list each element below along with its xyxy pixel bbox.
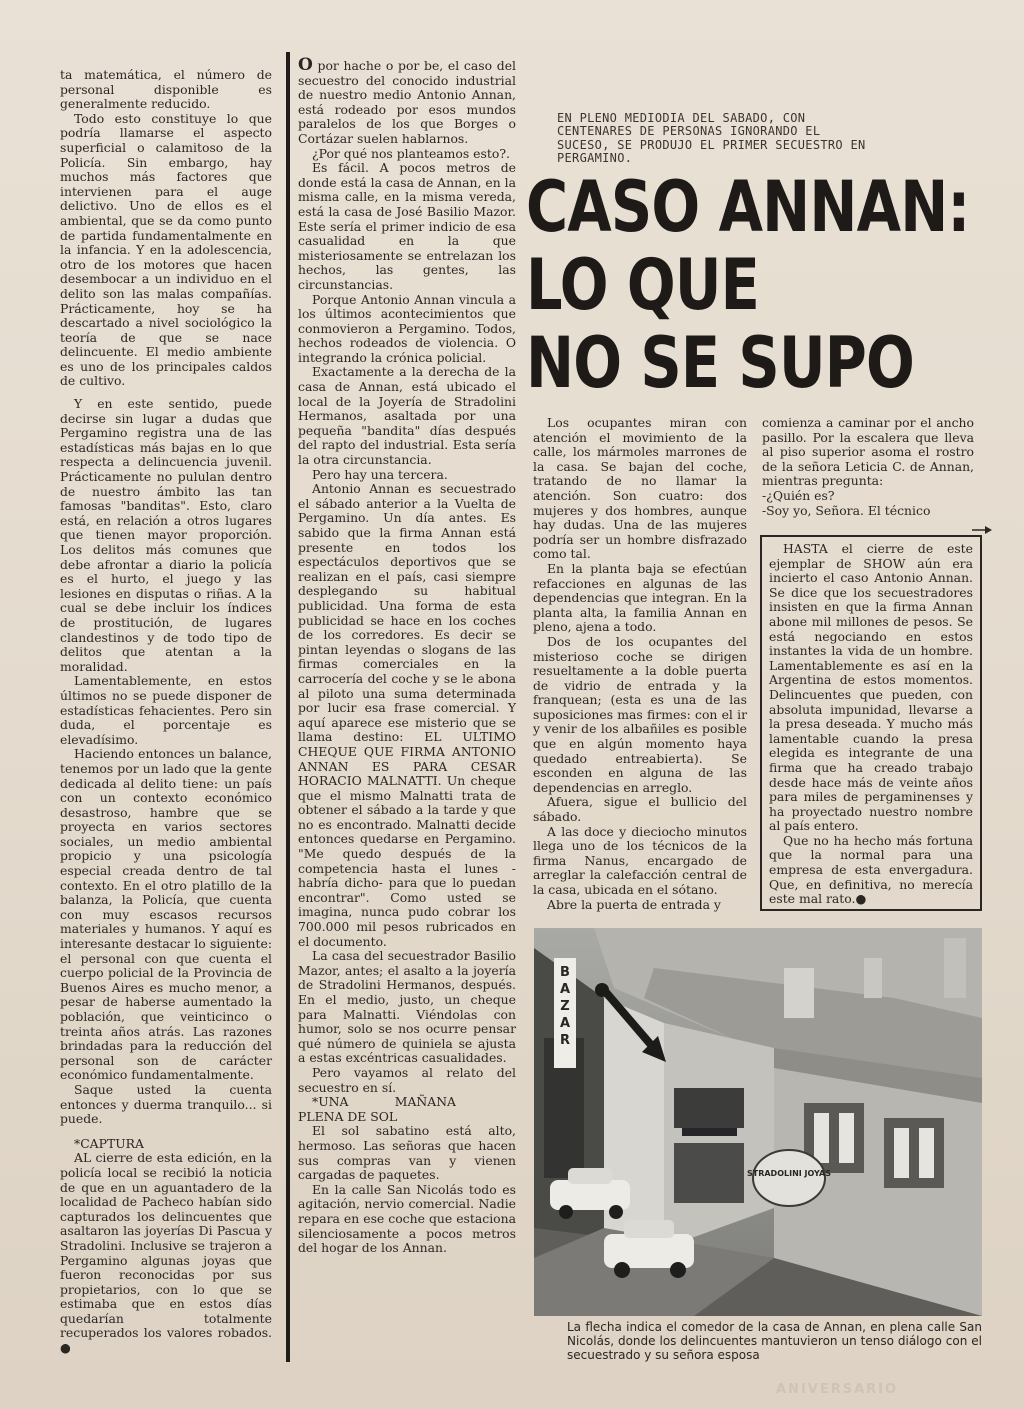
- col4-paragraph: -¿Quién es?: [762, 487, 835, 503]
- sign-bazar: B A Z A R: [559, 965, 571, 1048]
- col2-paragraph: Antonio Annan es secuestrado el sábado anterior a la Vuelta de Pergamino. Un día antes. Es sabido que la firma Annan está presente en todos los espectáculos deportivos que se realizan en el país, casi siempre desplegando su habitual publicidad. Una forma de esta publicidad se hace en los coches de los corredores. Es decir se pintan leyendas o slogans de las firmas comerciales en la carrocería del coche y se le abona al piloto una suma determinada por lucir esa frase comercial. Y aquí aparece ese misterio que se llama destino: EL ULTIMO CHEQUE QUE FIRMA ANTONIO ANNAN ES PARA CESAR HORACIO MALNATTI. Un cheque que el mismo Malnatti trata de obtener el sábado a la tarde y que no es encontrado. Malnatti decide entonces quedarse en Pergamino. "Me quedo después de la competencia hasta el lunes -habría dicho- para que lo puedan encontrar". Como usted se imagina, nunca pudo cobrar los 700.000 mil pesos rubricados en el documento.: [298, 481, 516, 949]
- column-3: [533, 416, 747, 912]
- column-divider: [286, 52, 290, 1362]
- col2-paragraph: por hache o por be, el caso del secuestro del conocido industrial de nuestro medio Antonio Annan, está rodeado por esos mundos paralelos de los que Borges o Cortázar suelen hablarnos.: [298, 58, 516, 146]
- col2-paragraph: ¿Por qué nos planteamos esto?.: [312, 145, 510, 161]
- col2-paragraph: En la calle San Nicolás todo es agitación, nervio comercial. Nadie repara en ese coche que estaciona silenciosamente a pocos metros del hogar de los Annan.: [298, 1181, 516, 1256]
- column-1: [60, 68, 272, 1356]
- col1-paragraph: Lamentablemente, en estos últimos no se puede disponer de estadísticas fehacientes. Pero sin duda, el porcentaje es elevadísimo.: [60, 673, 272, 747]
- watermark-text: ANIVERSARIO: [776, 1382, 899, 1397]
- col1-paragraph: Todo esto constituye lo que podría llamarse el aspecto superficial o calamitoso de la Policía. Sin embargo, hay muchos más factores que intervienen para el auge delictivo. Uno de ellos es el ambiental, que se da como punto de partida fundamentalmente en la infancia. Y en la adolescencia, otro de los motores que hacen desembocar a un individuo en el delito son las malas compañías. Prácticamente, hoy se ha descartado a nivel sociológico la teoría de que se nace delincuente. El medio ambiente es uno de los principales caldos de cultivo.: [60, 110, 272, 389]
- col2-paragraph: La casa del secuestrador Basilio Mazor, antes; el asalto a la joyería de Stradolini Hermanos, después. En el medio, justo, un cheque para Malnatti. Viéndolas con humor, solo se nos ocurre pensar qué número de quiniela se ajusta a estas excéntricas casualidades.: [298, 948, 516, 1066]
- col4-paragraph: -Soy yo, Señora. El técnico: [762, 502, 931, 518]
- box-paragraph: Que no ha hecho más fortuna que la normal para una empresa de esta envergadura. Que, en definitiva, no merecía este mal rato.●: [769, 832, 973, 907]
- editorial-box: [760, 535, 982, 911]
- col2-paragraph: Pero hay una tercera.: [312, 466, 448, 482]
- street-scene: [534, 928, 982, 1316]
- headline-line: CASO ANNAN:: [526, 166, 970, 248]
- col2-paragraph: Es fácil. A pocos metros de donde está la casa de Annan, en la misma calle, en la misma vereda, está la casa de José Basilio Mazor. Este sería el primer indicio de esa casualidad en la que misteriosamente se entrelazan los hechos, las gentes, las circunstancias.: [298, 160, 516, 292]
- col3-paragraph: Abre la puerta de entrada y: [547, 896, 721, 912]
- col2-paragraph: El sol sabatino está alto, hermoso. Las señoras que hacen sus compras van y vienen cargadas de paquetes.: [298, 1123, 516, 1183]
- col1-capture-paragraph: AL cierre de esta edición, en la policía local se recibió la noticia de que en un aguantadero de la localidad de Pacheco habían sido capturados los delincuentes que asaltaron las joyerías Di Pascua y Stradolini. Inclusive se trajeron a Pergamino algunas joyas que fueron reconocidas por sus propietarios, con lo que se estimaba que en estos días quedarían totalmente recuperados los valores robados. ●: [60, 1150, 272, 1356]
- col1-paragraph: Y en este sentido, puede decirse sin lugar a dudas que Pergamino registra una de las estadísticas más bajas en lo que respecta a delincuencia juvenil. Prácticamente no pululan dentro de nuestro ámbito las tan famosas "banditas". Esto, claro está, en relación a otros lugares que tienen mayor proporción. Los delitos más comunes que debe afrontar a diario la policía es el hurto, el juego y las lesiones en disputas o riñas. A la cual se debe incluir los índices de prostitución, de lugares clandestinos y de todo tipo de delitos que atentan a la moralidad.: [60, 396, 272, 674]
- col1-paragraph: Saque usted la cuenta entonces y duerma tranquilo... si puede.: [60, 1081, 272, 1127]
- street-photo: [534, 928, 982, 1316]
- col2-subhead: *UNA MAÑANA PLENA DE SOL: [298, 1094, 456, 1124]
- column-4: [762, 416, 974, 518]
- col3-paragraph: Afuera, sigue el bullicio del sábado.: [533, 794, 747, 825]
- headline: [526, 166, 970, 404]
- col2-paragraph: Pero vayamos al relato del secuestro en sí.: [298, 1064, 516, 1095]
- drop-letter: O: [298, 55, 313, 75]
- headline-line: LO QUE: [526, 244, 760, 326]
- col3-paragraph: A las doce y dieciocho minutos llega uno de los técnicos de la firma Nanus, encargado de arreglar la calefacción central de la casa, ubicada en el sótano.: [533, 823, 747, 897]
- col4-paragraph: comienza a caminar por el ancho pasillo. Por la escalera que lleva al piso superior asoma el rostro de la señora Leticia C. de Annan, mientras pregunta:: [762, 415, 974, 489]
- photo-caption: La flecha indica el comedor de la casa de Annan, en plena calle San Nicolás, donde los delincuentes mantuvieron un tenso diálogo con el secuestrado y su señora esposa: [567, 1320, 982, 1362]
- col2-first-paragraph: [298, 55, 516, 147]
- col1-paragraph: ta matemática, el número de personal disponible es generalmente reducido.: [60, 67, 272, 112]
- col3-paragraph: En la planta baja se efectúan refacciones en algunas de las dependencias que integran. En la planta alta, la familia Annan en pleno, ajena a todo.: [533, 560, 747, 635]
- headline-line: NO SE SUPO: [526, 322, 914, 404]
- col3-paragraph: Dos de los ocupantes del misterioso coche se dirigen resueltamente a la doble puerta de vidrio de entrada y la franquean; (esta es una de las suposiciones mas firmes: con el ir y venir de los albañiles es posible que en algún momento haya quedado entreabierta). Se esconden en alguna de las dependencias en arreglo.: [533, 633, 747, 795]
- col2-paragraph: Exactamente a la derecha de la casa de Annan, está ubicado el local de la Joyería de Stradolini Hermanos, asaltada por una pequeña "bandita" días después del rapto del industrial. Esta sería la otra circunstancia.: [298, 364, 516, 468]
- sign-joyeria: STRADOLINI JOYAS: [746, 1169, 832, 1178]
- col2-paragraph: Porque Antonio Annan vincula a los últimos acontecimientos que conmovieron a Pergamino. Todos, hechos rodeados de violencia. O integrando la crónica policial.: [298, 291, 516, 365]
- column-2: [298, 55, 516, 1256]
- kicker-text: EN PLENO MEDIODIA DEL SABADO, CON CENTENARES DE PERSONAS IGNORANDO EL SUCESO, SE PRODUJO EL PRIMER SECUESTRO EN PERGAMINO.: [557, 111, 866, 166]
- col1-paragraph: Haciendo entonces un balance, tenemos por un lado que la gente dedicada al delito tiene: un país con un contexto económico desastroso, hambre que se proyecta en varios sectores sociales, un medio ambiental propicio y una psicología especial creada dentro de tal contexto. En el otro platillo de la balanza, la Policía, que cuenta con muy escasos recursos materiales y humanos. Y aquí es interesante destacar lo siguiente: el personal con que cuenta el cuerpo policial de la Provincia de Buenos Aires es mucho menor, a pesar de haberse aumentado la población, que veinticinco o treinta años atrás. Las razones brindadas para la reducción del personal son de carácter económico fundamentalmente.: [60, 746, 272, 1083]
- col1-subhead: *CAPTURA: [74, 1135, 144, 1151]
- col3-paragraph: Los ocupantes miran con atención el movimiento de la calle, los mármoles marrones de la casa. Se bajan del coche, tratando de no llamar la atención. Son cuatro: dos mujeres y dos hombres, aunque hay dudas. Una de las mujeres podría ser un hombre disfrazado como tal.: [533, 415, 747, 562]
- box-paragraph: HASTA el cierre de este ejemplar de SHOW aún era incierto el caso Antonio Annan. Se dice que los secuestradores insisten en que la firma Annan abone mil millones de pesos. Se está negociando en estos instantes la vida de un hombre. Lamentablemente es así en la Argentina de estos momentos. Delincuentes que pueden, con absoluta impunidad, llevarse a la presa deseada. Y mucho más lamentable cuando la presa elegida es integrante de una firma que ha creado trabajo desde hace más de veinte años para miles de pergaminenses y ha proyectado nuestro nombre al país entero.: [769, 541, 973, 834]
